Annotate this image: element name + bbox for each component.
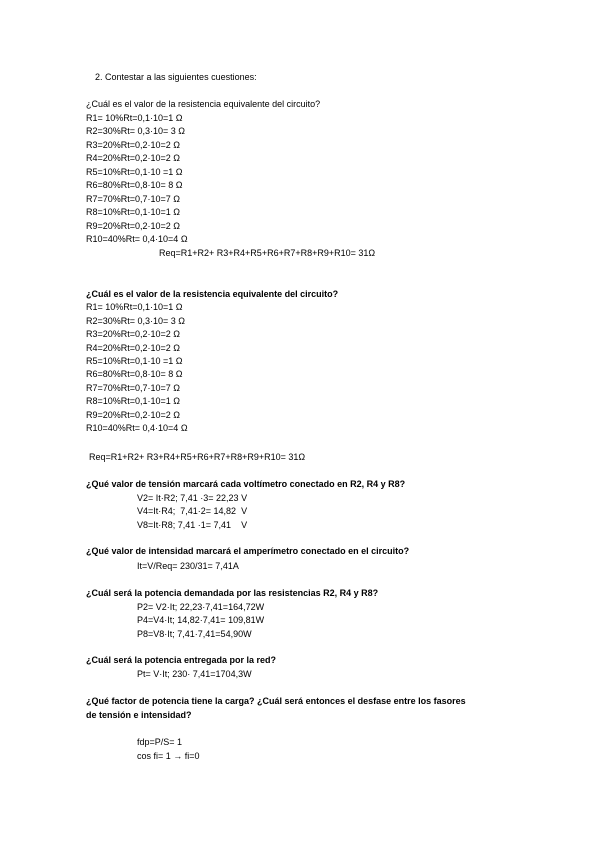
question-4: ¿Qué valor de intensidad marcará el amperímetro conectado en el circuito?	[86, 546, 410, 556]
resistance-line: R4=20%Rt=0,2·10=2 Ω	[86, 153, 181, 163]
power-line: P2= V2·It; 22,23·7,41=164,72W	[137, 602, 265, 612]
question-2: ¿Cuál es el valor de la resistencia equivalente del circuito?	[86, 289, 339, 299]
resistance-line: R5=10%Rt=0,1·10 =1 Ω	[86, 167, 183, 177]
question-5: ¿Cuál será la potencia demandada por las resistencias R2, R4 y R8?	[86, 588, 379, 598]
question-6: ¿Cuál será la potencia entregada por la red?	[86, 655, 277, 665]
resistance-line: R5=10%Rt=0,1·10 =1 Ω	[86, 356, 183, 366]
resistance-line: R2=30%Rt= 0,3·10= 3 Ω	[86, 316, 186, 326]
total-power-line: Pt= V·It; 230· 7,41=1704,3W	[137, 669, 252, 679]
resistance-line: R8=10%Rt=0,1·10=1 Ω	[86, 207, 181, 217]
equivalent-resistance-result: Req=R1+R2+ R3+R4+R5+R6+R7+R8+R9+R10= 31Ω	[89, 452, 306, 462]
resistance-line: R2=30%Rt= 0,3·10= 3 Ω	[86, 126, 186, 136]
voltage-line: V4=It·R4; 7,41·2= 14,82 V	[137, 506, 248, 516]
resistance-line: R8=10%Rt=0,1·10=1 Ω	[86, 396, 181, 406]
resistance-line: R4=20%Rt=0,2·10=2 Ω	[86, 343, 181, 353]
question-3: ¿Qué valor de tensión marcará cada voltímetro conectado en R2, R4 y R8?	[86, 479, 406, 489]
power-line: P8=V8·It; 7,41·7,41=54,90W	[137, 629, 252, 639]
question-7-line-2: de tensión e intensidad?	[86, 710, 192, 720]
resistance-line: R7=70%Rt=0,7·10=7 Ω	[86, 194, 181, 204]
question-1: ¿Cuál es el valor de la resistencia equivalente del circuito?	[86, 99, 321, 109]
phase-shift-line: cos fi= 1 → fi=0	[137, 751, 200, 761]
resistance-line: R3=20%Rt=0,2·10=2 Ω	[86, 329, 181, 339]
resistance-line: R3=20%Rt=0,2·10=2 Ω	[86, 140, 181, 150]
power-factor-line: fdp=P/S= 1	[137, 737, 183, 747]
resistance-line: R10=40%Rt= 0,4·10=4 Ω	[86, 234, 188, 244]
resistance-line: R1= 10%Rt=0,1·10=1 Ω	[86, 302, 183, 312]
resistance-line: R1= 10%Rt=0,1·10=1 Ω	[86, 113, 183, 123]
resistance-line: R9=20%Rt=0,2·10=2 Ω	[86, 410, 181, 420]
current-line: It=V/Req= 230/31= 7,41A	[137, 561, 239, 571]
power-line: P4=V4·It; 14,82·7,41= 109,81W	[137, 615, 265, 625]
voltage-line: V8=It·R8; 7,41 ·1= 7,41 V	[137, 520, 248, 530]
resistance-line: R6=80%Rt=0,8·10= 8 Ω	[86, 369, 183, 379]
voltage-line: V2= It·R2; 7,41 ·3= 22,23 V	[137, 493, 248, 503]
resistance-line: R10=40%Rt= 0,4·10=4 Ω	[86, 423, 188, 433]
resistance-line: R7=70%Rt=0,7·10=7 Ω	[86, 383, 181, 393]
resistance-line: R9=20%Rt=0,2·10=2 Ω	[86, 221, 181, 231]
equivalent-resistance-result: Req=R1+R2+ R3+R4+R5+R6+R7+R8+R9+R10= 31Ω	[159, 248, 376, 258]
question-7-line-1: ¿Qué factor de potencia tiene la carga? ¿Cuál será entonces el desfase entre los fasores	[86, 696, 466, 706]
document-heading: 2. Contestar a las siguientes cuestiones:	[95, 72, 257, 82]
resistance-line: R6=80%Rt=0,8·10= 8 Ω	[86, 180, 183, 190]
